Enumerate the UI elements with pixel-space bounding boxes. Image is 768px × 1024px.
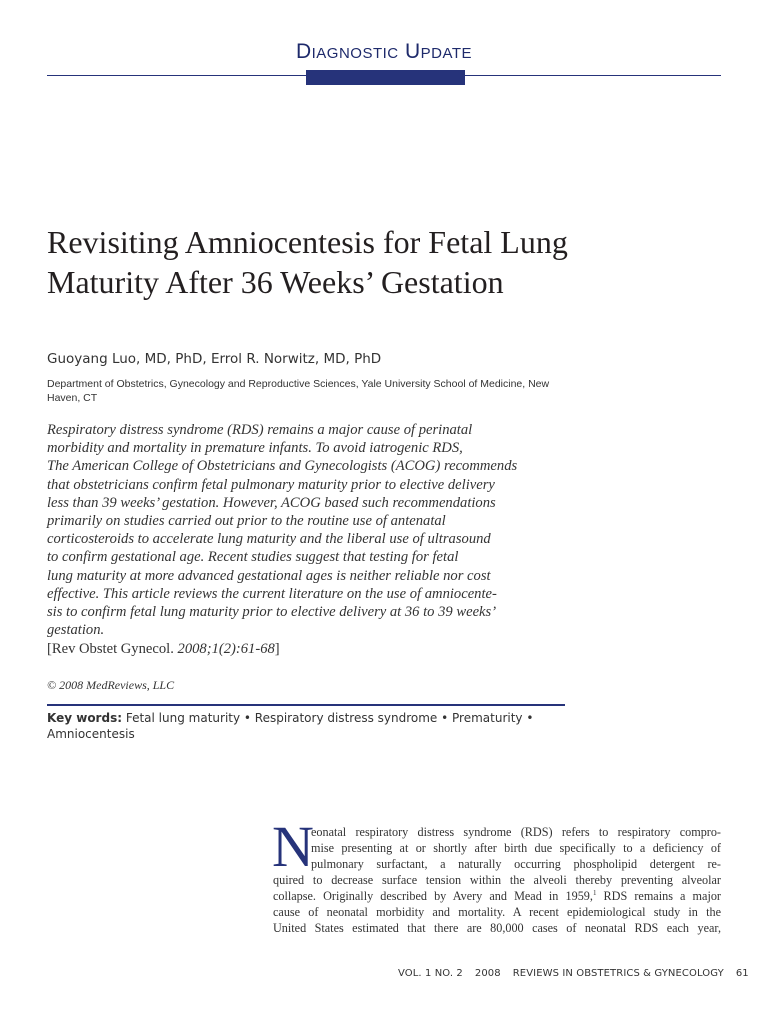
body-line: mise presenting at or shortly after birth due specifically to a deficiency of [311,841,721,855]
citation-details: 2008;1(2):61-68 [177,641,275,657]
body-line-text: RDS remains a major [596,889,721,903]
abstract-line: gestation. [47,622,105,639]
section-title: Diagnostic Update [295,40,473,63]
keywords-rule [47,704,565,706]
reference-marker: 1 [592,888,597,897]
body-text [273,824,721,936]
body-line [273,888,721,904]
abstract-line: morbidity and mortality in premature infants. To avoid iatrogenic RDS, [47,440,463,457]
page-number: 61 [735,968,749,979]
abstract-line: that obstetricians confirm fetal pulmonary maturity prior to elective delivery [47,476,495,493]
keywords-label: Key words: [47,711,123,725]
abstract-line: lung maturity at more advanced gestational ages is neither reliable nor cost [47,567,491,584]
body-line-text: collapse. Originally described by Avery and Mead in 1959, [273,889,593,903]
keywords-text: Fetal lung maturity • Respiratory distress syndrome • Prematurity • Amniocentesis [47,711,534,741]
body-line: pulmonary surfactant, a naturally occurring phospholipid detergent re- [311,857,721,871]
drop-cap: N [272,814,314,879]
article-title: Revisiting Amniocentesis for Fetal Lung Maturity After 36 Weeks’ Gestation [47,224,568,300]
footer-journal: REVIEWS IN OBSTETRICS & GYNECOLOGY [512,968,724,979]
citation-close: ] [274,641,280,657]
body-line: United States estimated that there are 80,000 cases of neonatal RDS each year, [273,921,721,935]
abstract-line: primarily on studies carried out prior to the routine use of antenatal [47,513,446,530]
author-list: Guoyang Luo, MD, PhD, Errol R. Norwitz, MD, PhD [47,351,382,367]
author-affiliation: Department of Obstetrics, Gynecology and Reproductive Sciences, Yale University School of Medicine, New Haven, CT [47,378,550,404]
keywords [47,710,567,742]
body-line: eonatal respiratory distress syndrome (RDS) refers to respiratory compro- [311,825,721,839]
abstract-line: to confirm gestational age. Recent studies suggest that testing for fetal [47,549,459,566]
citation-open: [Rev Obstet Gynecol. [47,641,178,657]
footer-year: 2008 [474,968,501,979]
page-footer [398,968,749,979]
copyright-notice: © 2008 MedReviews, LLC [47,678,175,692]
abstract-line: less than 39 weeks’ gestation. However, ACOG based such recommendations [47,494,496,511]
abstract-line: The American College of Obstetricians and Gynecologists (ACOG) recommends [47,458,518,475]
abstract-line: sis to confirm fetal lung maturity prior to elective delivery at 36 to 39 weeks’ [47,604,497,621]
abstract-line: corticosteroids to accelerate lung maturity and the liberal use of ultrasound [47,531,491,548]
body-line: quired to decrease surface tension within the alveoli thereby preventing alveolar [273,873,721,887]
citation [47,640,547,658]
abstract-line: Respiratory distress syndrome (RDS) remains a major cause of perinatal [47,422,473,438]
abstract-line: effective. This article reviews the current literature on the use of amniocente- [47,585,497,602]
body-line: cause of neonatal morbidity and mortality. A recent epidemiological study in the [273,905,721,919]
abstract [47,421,572,639]
footer-volume: VOL. 1 NO. 2 [398,968,463,979]
header-rule-block [306,70,465,85]
